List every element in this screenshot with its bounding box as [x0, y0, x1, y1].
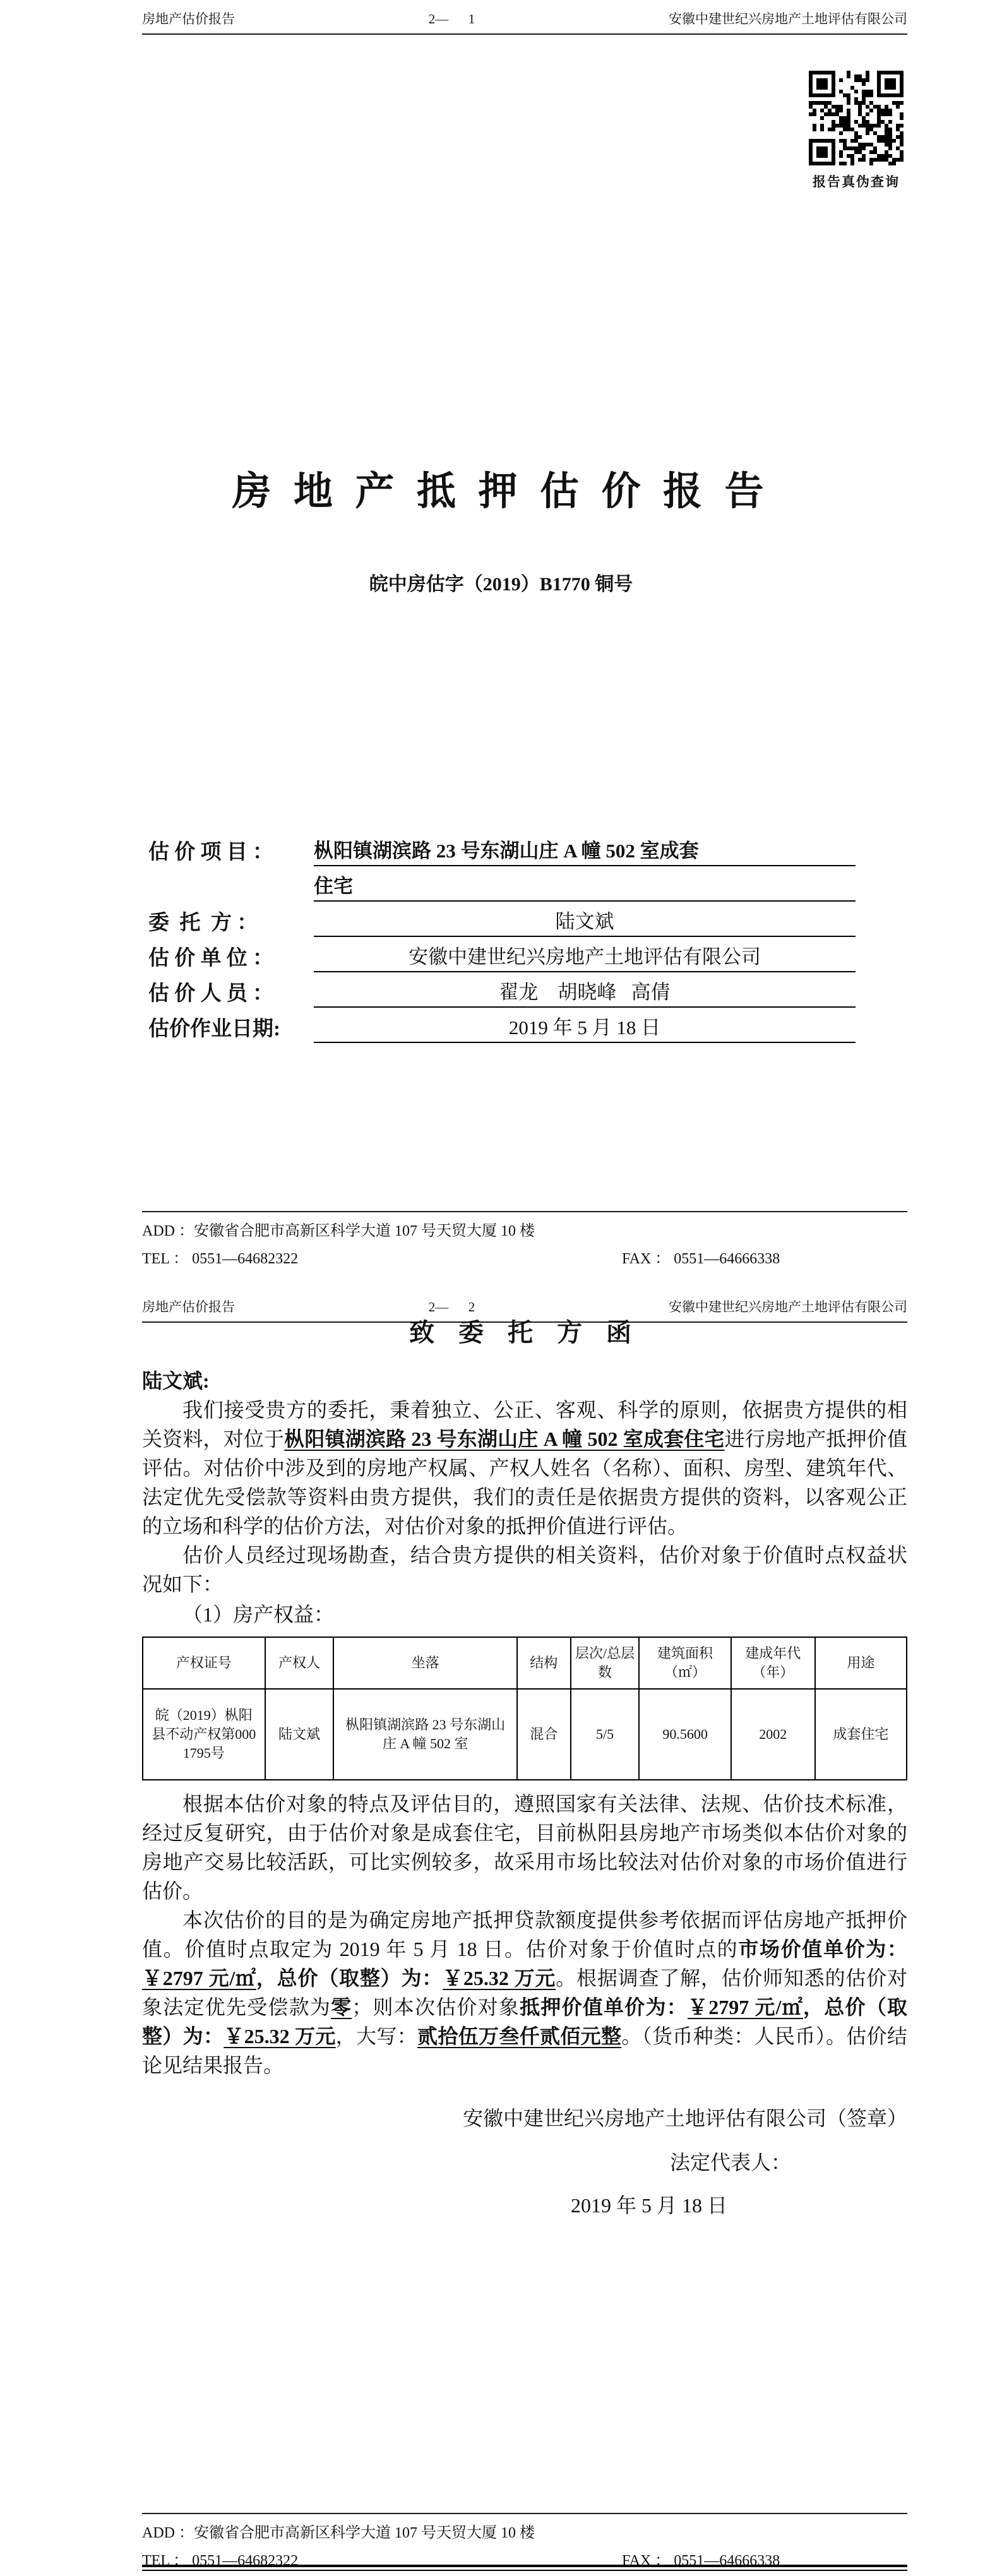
letter-body [142, 1318, 907, 2220]
bottom-rule [142, 2565, 907, 2571]
cell-year: 2002 [731, 1689, 815, 1780]
report-number: 皖中房估字（2019）B1770 铜号 [369, 574, 633, 595]
col-header-location: 坐落 [333, 1637, 516, 1689]
col-header-structure: 结构 [517, 1637, 571, 1689]
page-number: 2— 1 [428, 11, 475, 27]
cell-cert-no: 皖（2019）枞阳县不动产权第0001795号 [143, 1689, 265, 1780]
col-header-area: 建筑面积（㎡） [639, 1637, 731, 1689]
cell-owner: 陆文斌 [265, 1689, 334, 1780]
fields-block [148, 831, 856, 1043]
cell-structure: 混合 [517, 1689, 571, 1780]
footer-contact-row [142, 1245, 907, 1273]
field-row-date [148, 1008, 856, 1043]
signature-date: 2019 年 5 月 18 日 [570, 2194, 727, 2217]
cell-floor: 5/5 [571, 1689, 640, 1780]
signature-block [142, 2104, 907, 2220]
footer-tel: TEL ： 0551—64682322 [142, 1251, 299, 1267]
field-value-project-line2: 住宅 [314, 870, 856, 902]
field-row-agency [148, 937, 856, 972]
field-row-project-line2 [148, 866, 856, 902]
paragraph-intro: 我们接受贵方的委托，秉着独立、公正、客观、科学的原则，依据贵方提供的相关资料，对位于枞阳镇湖滨路 23 号东湖山庄 A 幢 502 室成套住宅进行房地产抵押价值评估。对估价中涉及到的房地产权属、产权人姓名（名称）、面积、房型、建筑年代、法定优先受偿款等资料由贵方提供，我们的责任是依据贵方提供的资料，以客观公正的立场和科学的估价方法，对估价对象的抵押价值进行评估。 [142, 1398, 907, 1537]
legal-representative-label: 法定代表人： [669, 2151, 791, 2174]
field-value-date: 2019 年 5 月 18 日 [314, 1011, 856, 1043]
paragraph-valuation: 本次估价的目的是为确定房地产抵押贷款额度提供参考依据而评估房地产抵押价值。价值时点取定为 2019 年 5 月 18 日。估价对象于价值时点的市场价值单价为：￥2797 元/㎡，总价（取整）为：￥25.32 万元。根据调查了解，估价师知悉的估价对象法定优先受偿款为零；则本次估价对象抵押价值单价为：￥2797 元/㎡，总价（取整）为：￥25.32 万元，大写：贰拾伍万叁仟贰佰元整。（货币种类：人民币）。估价结论见结果报告。 [142, 1909, 907, 2077]
col-header-use: 用途 [815, 1637, 907, 1689]
property-rights-table [142, 1637, 907, 1780]
footer-fax: FAX ： 0551—64666338 [622, 1251, 780, 1267]
field-value-client: 陆文斌 [314, 905, 856, 937]
field-label [148, 900, 314, 902]
field-value-project: 枞阳镇湖滨路 23 号东湖山庄 A 幢 502 室成套 [314, 835, 856, 866]
field-label: 估价作业日期: [148, 1018, 280, 1041]
col-header-cert-no: 产权证号 [143, 1637, 265, 1689]
table-header-row [143, 1637, 907, 1689]
header-doc-type: 房地产估价报告 [142, 1299, 235, 1315]
page-2 [0, 1288, 1002, 2576]
field-label: 委 托 方 ： [148, 912, 258, 934]
field-label: 估 价 项 目 ： [148, 841, 273, 864]
salutation: 陆文斌: [142, 1369, 210, 1392]
signature-company: 安徽中建世纪兴房地产土地评估有限公司（签章） [462, 2107, 907, 2130]
field-value-agency: 安徽中建世纪兴房地产土地评估有限公司 [314, 941, 856, 972]
field-row-client [148, 902, 856, 937]
rights-item-label: （1）房产权益： [182, 1603, 335, 1626]
paragraph-method: 根据本估价对象的特点及评估目的，遵照国家有关法律、法规、估价技术标准，经过反复研究，由于估价对象是成套住宅，目前枞阳县房地产市场类似本估价对象的房地产交易比较活跃，可比实例较多，故采用市场比较法对估价对象的市场价值进行估价。 [142, 1792, 907, 1902]
field-value-appraisers: 翟龙 胡晓峰 高倩 [314, 976, 856, 1008]
header-company-name: 安徽中建世纪兴房地产土地评估有限公司 [669, 11, 907, 27]
page-footer [142, 1211, 907, 1273]
col-header-owner: 产权人 [265, 1637, 334, 1689]
footer-fax: FAX ： 0551—64666338 [622, 2553, 780, 2569]
header-doc-type: 房地产估价报告 [142, 11, 235, 27]
qr-caption: 报告真伪查询 [813, 174, 900, 189]
footer-address: ADD ：安徽省合肥市高新区科学大道 107 号天贸大厦 10 楼 [142, 2525, 535, 2541]
qr-code-icon [809, 71, 904, 165]
paragraph-survey: 估价人员经过现场勘查，结合贵方提供的相关资料，估价对象于价值时点权益状况如下： [142, 1544, 907, 1595]
cell-location: 枞阳镇湖滨路 23 号东湖山庄 A 幢 502 室 [333, 1689, 516, 1780]
table-row [143, 1689, 907, 1780]
page-header [142, 9, 907, 35]
field-label: 估 价 单 位 ： [148, 947, 273, 970]
doc-title: 房 地 产 抵 押 估 价 报 告 [232, 470, 770, 513]
letter-title: 致 委 托 方 函 [409, 1318, 640, 1347]
col-header-year: 建成年代（年） [731, 1637, 815, 1689]
col-header-floor: 层次/总层数 [571, 1637, 640, 1689]
field-row-project [148, 831, 856, 866]
field-label: 估 价 人 员 ： [148, 982, 273, 1005]
footer-address: ADD ：安徽省合肥市高新区科学大道 107 号天贸大厦 10 楼 [142, 1223, 535, 1239]
qr-block [807, 71, 905, 191]
cell-use: 成套住宅 [815, 1689, 907, 1780]
cell-area: 90.5600 [639, 1689, 731, 1780]
field-row-appraisers [148, 972, 856, 1008]
header-company-name: 安徽中建世纪兴房地产土地评估有限公司 [669, 1299, 907, 1315]
page-number: 2— 2 [428, 1299, 475, 1315]
footer-tel: TEL ： 0551—64682322 [142, 2553, 299, 2569]
